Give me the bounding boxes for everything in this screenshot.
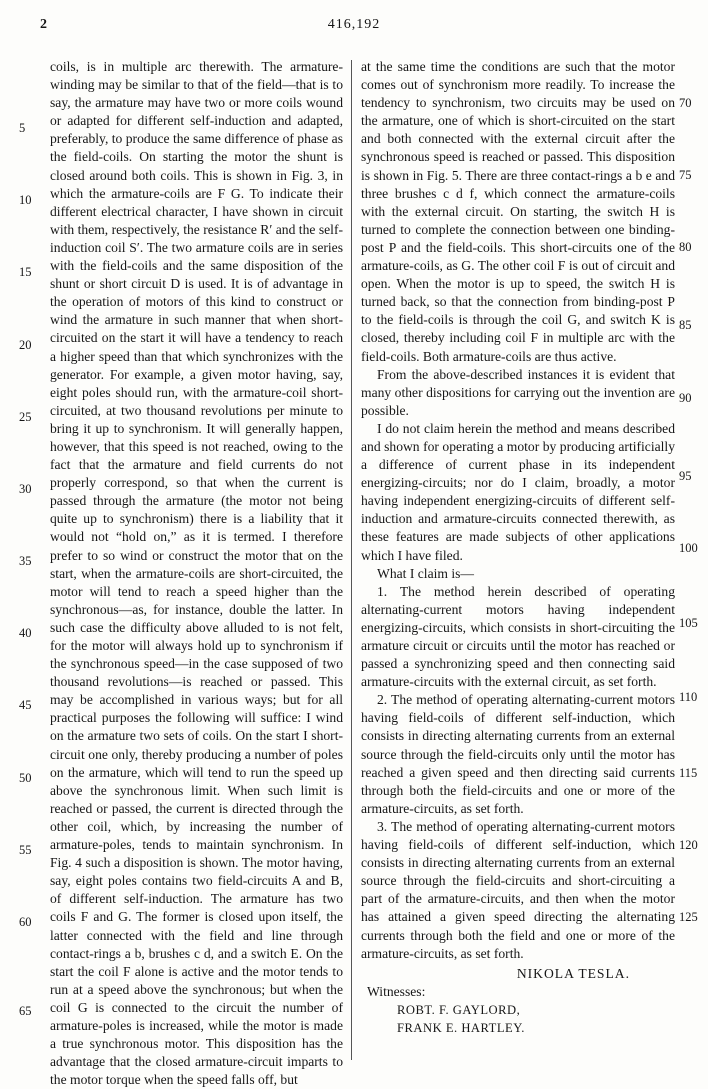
witnesses-label: Witnesses: [367, 983, 426, 999]
signature-block [361, 965, 675, 1037]
right-column [361, 58, 675, 1037]
line-number: 75 [679, 168, 692, 182]
right-paragraph: From the above-described instances it is evident that many other dispositions for carrying out the invention are possible. [361, 366, 675, 418]
page-number: 2 [40, 17, 47, 32]
line-number: 40 [19, 626, 32, 640]
line-number: 50 [19, 771, 32, 785]
line-number: 35 [19, 554, 32, 568]
line-number: 95 [679, 469, 692, 483]
line-number: 80 [679, 240, 692, 254]
line-number: 10 [19, 193, 32, 207]
line-number: 70 [679, 96, 692, 110]
line-number: 20 [19, 338, 32, 352]
claim-3: 3. The method of operating alternating-current motors having field-coils of different self-induction, which consists in directing alternating currents from an external source through the field-circuits and short-circuiting a part of the armature-circuits, and then when the motor has attained a given speed directing the alternating currents through both the field and one or more of the armature-circuits, as set forth. [361, 818, 675, 961]
claim-2: 2. The method of operating alternating-current motors having field-coils of different self-induction, which consists in directing alternating currents from an external source through the field-circuits only until the motor has reached a given speed and then directing said currents through both the field-circuits and one or more of the armature-circuits, as set forth. [361, 692, 675, 816]
witness-name: FRANK E. HARTLEY. [397, 1020, 525, 1035]
left-column [50, 58, 343, 1089]
right-paragraph: I do not claim herein the method and means described and shown for operating a motor by producing artificially a difference of current phase in its independent energizing-circuits; nor do I claim, broadly, a motor having independent energizing-circuits of different self-induction and armature-circuits connected therewith, as these features are made subjects of other applications which I have filed. [361, 420, 675, 563]
line-number: 120 [679, 838, 698, 852]
line-number: 125 [679, 910, 698, 924]
line-number: 115 [679, 766, 698, 780]
line-number: 65 [19, 1004, 32, 1018]
line-number: 90 [679, 391, 692, 405]
line-number: 45 [19, 698, 32, 712]
line-number: 5 [19, 121, 26, 135]
column-divider [351, 60, 352, 1060]
left-paragraph: coils, is in multiple arc therewith. The armature-winding may be similar to that of the field—that is to say, the armature may have two or more coils wound or adapted for different self-induction and adapted, preferably, to produce the same difference of phase as the field-coils. On starting the motor the shunt is closed around both coils. This is shown in Fig. 3, in which the armature-coils are F G. To indicate their different electrical character, I have shown in circuit with them, respectively, the resistance R′ and the self-induction coil S′. The two armature coils are in series with the field-coils and the same disposition of the shunt or short circuit D is used. It is of advantage in the operation of motors of this kind to construct or wind the armature in such manner that when short-circuited on the start it will have a tendency to reach a higher speed than that which synchronizes with the generator. For example, a given motor having, say, eight poles should run, with the armature-coil short-circuited, at two thousand revolutions per minute to bring it up to synchronism. It will generally happen, however, that this speed is not reached, owing to the fact that the armature and field currents do not properly correspond, so that when the current is passed through the armature (the motor not being quite up to synchronism) there is a liability that it would not “hold on,” as it is termed. I therefore prefer to so wind or construct the motor that on the start, when the armature-coils are short-circuited, the motor will tend to reach a speed higher than the synchronous—as, for instance, double the latter. In such case the difficulty above alluded to is not felt, for the motor will always hold up to synchronism if the synchronous speed—in the case supposed of two thousand revolutions—is reached or passed. This may be accomplished in various ways; but for all practical purposes the following will suffice: I wind on the armature two sets of coils. On the start I short-circuit one only, thereby producing a number of poles on the armature, which will tend to run the speed up above the synchronous limit. When such limit is reached or passed, the current is directed through the other coil, which, by increasing the number of armature-poles, tends to maintain synchronism. In Fig. 4 such a disposition is shown. The motor having, say, eight poles contains two field-circuits A and B, of different self-induction. The armature has two coils F and G. The former is closed upon itself, the latter connected with the field and line through contact-rings a b, brushes c d, and a switch E. On the start the coil F alone is active and the motor tends to run at a speed above the synchronous; but when the coil G is connected to the circuit the number of armature-poles is increased, while the motor is made a true synchronous motor. This disposition has the advantage that the closed armature-circuit imparts to the motor torque when the speed falls off, but [50, 59, 343, 1088]
line-number: 60 [19, 915, 32, 929]
line-number: 30 [19, 482, 32, 496]
line-number: 100 [679, 541, 698, 555]
line-number: 25 [19, 410, 32, 424]
line-number: 85 [679, 318, 692, 332]
inventor-signature: NIKOLA TESLA. [516, 965, 630, 981]
line-number: 105 [679, 616, 698, 630]
right-paragraph: at the same time the conditions are such that the motor comes out of synchronism more readily. To increase the tendency to synchronism, two circuits may be used on the armature, one of which is short-circuited on the start and both connected with the external circuit after the synchronous speed is reached or passed. This disposition is shown in Fig. 5. There are three contact-rings a b e and three brushes c d f, which connect the armature-coils with the external circuit. On starting, the switch H is turned to complete the connection between one binding-post P and the field-coils. This short-circuits one of the armature-coils, as G. The other coil F is out of circuit and open. When the motor is up to speed, the switch H is turned back, so that the connection from binding-post P to the field-coils is through the coil G, and switch K is closed, thereby including coil F in multiple arc with the field-coils. Both armature-coils are thus active. [361, 59, 675, 364]
claim-intro: What I claim is— [377, 565, 475, 581]
line-number: 55 [19, 843, 32, 857]
line-number: 110 [679, 690, 698, 704]
witness-name: ROBT. F. GAYLORD, [397, 1002, 521, 1017]
claim-1: 1. The method herein described of operating alternating-current motors having independent energizing-circuits, which consists in short-circuiting the armature circuit or circuits until the motor has reached or passed a synchronizing speed and then connecting said armature-circuits with the external circuit, as set forth. [361, 583, 675, 690]
patent-number: 416,192 [327, 17, 381, 32]
line-number: 15 [19, 265, 32, 279]
